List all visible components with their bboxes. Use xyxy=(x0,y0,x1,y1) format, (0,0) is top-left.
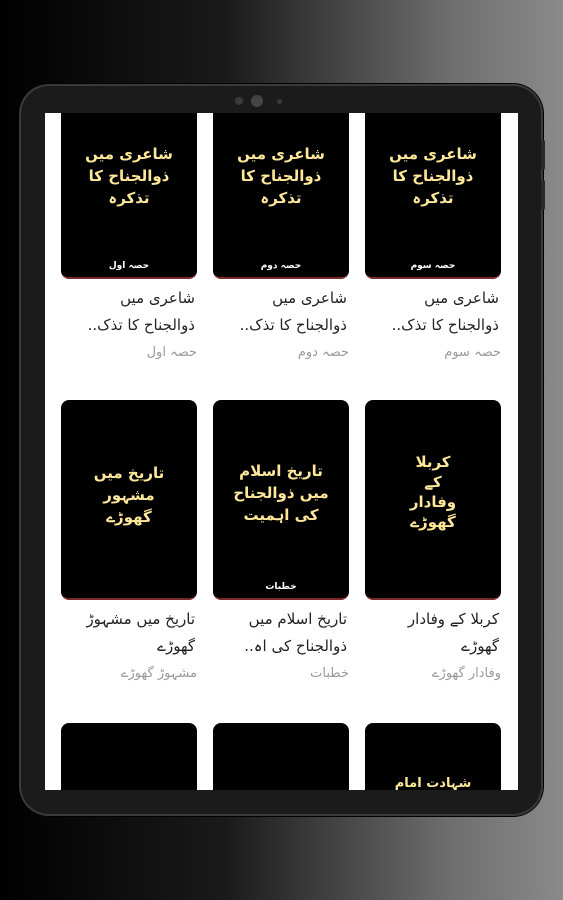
thumbnail-tag: حصہ دوم xyxy=(260,261,302,271)
card-title: تاریخ اسلام میں ذوالجناح کی اہ.. xyxy=(244,610,347,655)
card-title: شاعری میں ذوالجناح کا تذک.. xyxy=(391,289,499,334)
card-subtitle: حصہ اول xyxy=(146,345,197,360)
thumbnail-title: شاعری میں ذوالجناح کا تذکرہ xyxy=(389,145,477,207)
thumbnail-tag: حصہ سوم xyxy=(410,261,456,271)
content-card[interactable] xyxy=(365,723,501,790)
card-subtitle: مشہوڑ گھوڑے xyxy=(120,666,197,681)
content-card[interactable] xyxy=(213,723,349,790)
content-card[interactable] xyxy=(61,723,197,790)
card-subtitle: وفادار گھوڑے xyxy=(431,666,501,681)
thumbnail-title: شاعری میں ذوالجناح کا تذکرہ xyxy=(237,145,325,207)
thumbnail-tag: حصہ اول xyxy=(108,261,150,271)
thumbnail-title: تاریخ میں مشہور گھوڑے xyxy=(93,464,165,526)
card-thumbnail[interactable] xyxy=(365,113,501,279)
card-thumbnail[interactable] xyxy=(365,400,501,600)
card-thumbnail[interactable] xyxy=(213,400,349,600)
card-thumbnail[interactable] xyxy=(213,113,349,279)
card-subtitle: حصہ دوم xyxy=(297,345,349,360)
card-thumbnail[interactable] xyxy=(61,113,197,279)
thumbnail-title: شہادت امام xyxy=(394,776,472,790)
card-thumbnail[interactable] xyxy=(61,723,197,790)
card-subtitle: حصہ سوم xyxy=(444,345,501,360)
card-thumbnail[interactable] xyxy=(365,723,501,790)
thumbnail-tag: خطبات xyxy=(265,582,297,592)
content-card[interactable] xyxy=(213,113,349,360)
content-card[interactable] xyxy=(365,113,501,360)
card-title: شاعری میں ذوالجناح کا تذک.. xyxy=(87,289,195,334)
card-thumbnail[interactable] xyxy=(61,400,197,600)
tablet-side-button xyxy=(541,180,545,210)
content-grid xyxy=(45,113,518,790)
card-title: شاعری میں ذوالجناح کا تذک.. xyxy=(239,289,347,334)
card-thumbnail[interactable] xyxy=(213,723,349,790)
camera-bar xyxy=(233,95,293,107)
thumbnail-title: کربلا کے وفادار گھوڑے xyxy=(409,453,457,531)
content-card[interactable] xyxy=(61,400,197,681)
card-title: کربلا کے وفادار گھوڑے xyxy=(407,610,499,655)
card-title: تاریخ میں مشہوڑ گھوڑے xyxy=(86,610,195,655)
thumbnail-title: تاریخ اسلام میں ذوالجناح کی اہمیت xyxy=(233,462,329,524)
camera-dot xyxy=(235,97,243,105)
camera-dot xyxy=(277,99,282,104)
content-card[interactable] xyxy=(61,113,197,360)
thumbnail-title: شاعری میں ذوالجناح کا تذکرہ xyxy=(85,145,173,207)
app-screen xyxy=(45,113,518,790)
tablet-side-button xyxy=(541,140,545,170)
content-card[interactable] xyxy=(365,400,501,681)
card-subtitle: خطبات xyxy=(310,666,349,681)
camera-lens xyxy=(251,95,263,107)
content-card[interactable] xyxy=(213,400,349,681)
